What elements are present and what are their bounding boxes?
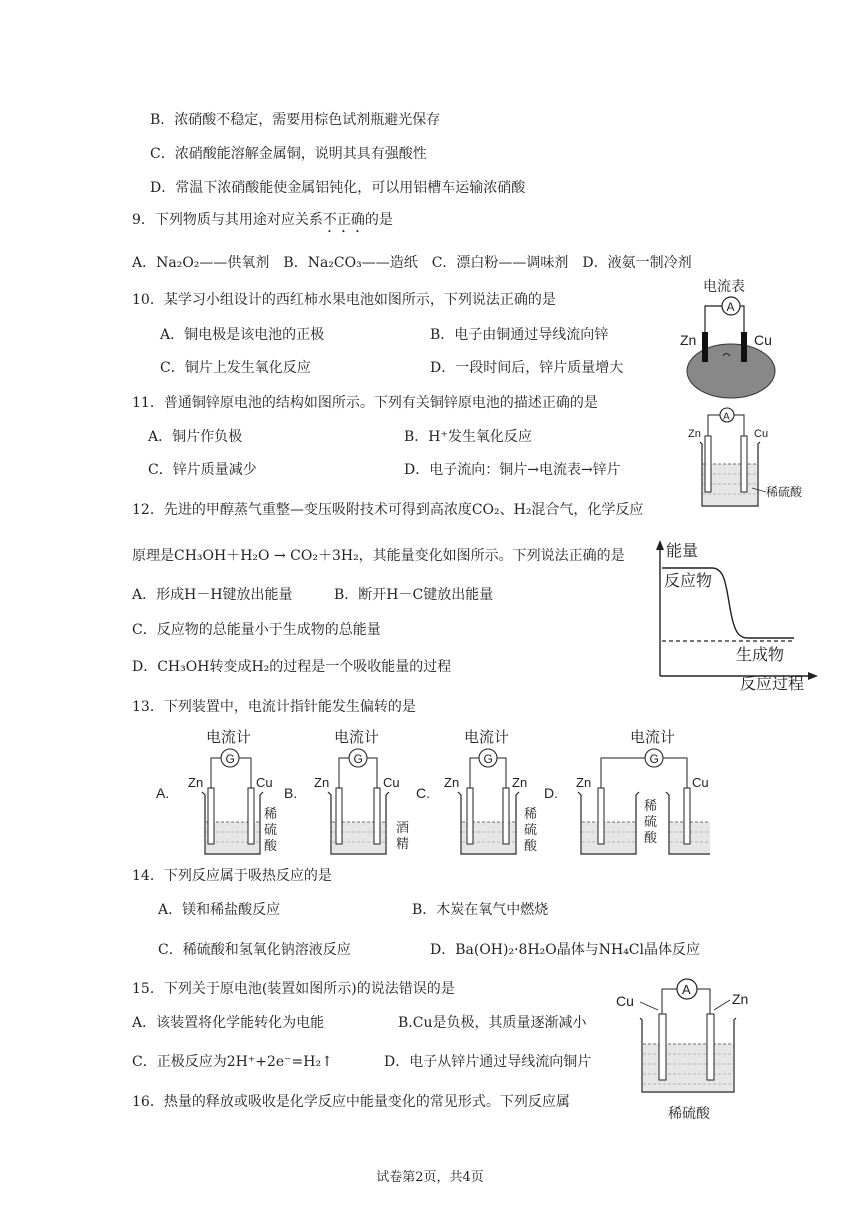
q10-stem: 10．某学习小组设计的西红柿水果电池如图所示，下列说法正确的是 — [132, 292, 556, 308]
svg-text:Cu: Cu — [383, 775, 400, 790]
cu-electrode — [741, 332, 747, 362]
svg-text:Zn: Zn — [576, 775, 592, 790]
q14-option-a: A．镁和稀盐酸反应 — [158, 902, 281, 918]
svg-text:酸: 酸 — [524, 838, 538, 853]
q12-option-b: B．断开H－C键放出能量 — [334, 587, 494, 603]
svg-text:Zn: Zn — [314, 775, 330, 790]
q12-option-a: A．形成H－H键放出能量 — [132, 587, 293, 603]
q12-stem-line2: 原理是CH₃OH＋H₂O → CO₂＋3H₂，其能量变化如图所示。下列说法正确的是 — [132, 548, 625, 564]
cu-label: Cu — [754, 428, 769, 440]
q10-option-c: C．铜片上发生氧化反应 — [160, 360, 311, 376]
svg-text:稀: 稀 — [524, 806, 538, 821]
q8-option-b: B．浓硝酸不稳定，需要用棕色试剂瓶避光保存 — [150, 112, 441, 128]
q9-stem-b: 的是 — [364, 212, 393, 228]
q12-option-c: C．反应物的总能量小于生成物的总能量 — [132, 622, 381, 638]
zn-label: Zn — [732, 991, 749, 1007]
q14-option-d: D．Ba(OH)₂·8H₂O晶体与NH₄Cl晶体反应 — [430, 942, 700, 958]
ammeter-symbol: A — [682, 982, 691, 997]
letter-a: A. — [156, 785, 170, 801]
svg-text:酸: 酸 — [644, 830, 658, 845]
q11-stem: 11．普通铜锌原电池的结构如图所示。下列有关铜锌原电池的描述正确的是 — [132, 395, 598, 411]
q14-stem: 14．下列反应属于吸热反应的是 — [132, 868, 332, 884]
svg-text:电流计: 电流计 — [630, 729, 676, 746]
q15-stem: 15．下列关于原电池(装置如图所示)的说法错误的是 — [132, 981, 455, 997]
ammeter-title: 电流表 — [703, 278, 745, 294]
q9-stem — [132, 210, 393, 236]
apparatus-a — [156, 728, 278, 854]
svg-text:硫: 硫 — [264, 822, 278, 837]
q9-options: A．Na₂O₂——供氧剂 B．Na₂CO₃——造纸 C．漂白粉——调味剂 D．液氨一制冷剂 — [132, 255, 692, 271]
q13-stem: 13．下列装置中，电流计指针能发生偏转的是 — [132, 699, 416, 715]
q11-option-c: C．锌片质量减少 — [148, 462, 257, 478]
product-label: 生成物 — [736, 647, 785, 664]
meter-title-a: 电流计 — [206, 729, 252, 746]
page-footer: 试卷第2页，共4页 — [376, 1170, 484, 1185]
svg-text:Zn: Zn — [188, 775, 204, 790]
fruit-battery-figure — [676, 276, 786, 400]
apparatus-d — [544, 728, 710, 854]
q14-option-c: C．稀硫酸和氢氧化钠溶液反应 — [158, 942, 351, 958]
q15-option-a: A．该装置将化学能转化为电能 — [132, 1015, 325, 1031]
ammeter-symbol: A — [726, 300, 735, 314]
zn-label: Zn — [688, 428, 701, 440]
cu-zn-cell-figure — [682, 402, 812, 512]
svg-text:硫: 硫 — [644, 814, 658, 829]
q10-option-b: B．电子由铜通过导线流向锌 — [430, 327, 609, 343]
svg-text:G: G — [353, 752, 363, 766]
galvanometer-apparatus-figure — [150, 722, 710, 862]
q11-option-b: B．H⁺发生氧化反应 — [404, 429, 532, 445]
svg-text:Zn: Zn — [512, 775, 528, 790]
q15-option-d: D．电子从锌片通过导线流向铜片 — [384, 1054, 592, 1070]
svg-text:酒: 酒 — [396, 820, 410, 835]
svg-text:稀: 稀 — [644, 798, 658, 813]
svg-text:稀: 稀 — [264, 806, 278, 821]
acid-label: 稀硫酸 — [668, 1105, 710, 1121]
svg-text:Zn: Zn — [444, 775, 460, 790]
letter-c: C. — [416, 785, 430, 801]
apparatus-b — [284, 728, 409, 854]
letter-b: B. — [284, 785, 298, 801]
zn-label: Zn — [680, 332, 697, 348]
q11-option-a: A．铜片作负极 — [148, 429, 243, 445]
q14-option-b: B．木炭在氧气中燃烧 — [412, 902, 549, 918]
cu-label: Cu — [754, 332, 772, 348]
svg-text:Cu: Cu — [256, 775, 273, 790]
ammeter-symbol: A — [723, 411, 730, 423]
axis-x-label: 反应过程 — [740, 676, 805, 693]
cu-label: Cu — [616, 993, 634, 1009]
reactant-label: 反应物 — [664, 573, 713, 590]
svg-text:电流计: 电流计 — [464, 729, 510, 746]
q10-option-a: A．铜电极是该电池的正极 — [160, 327, 325, 343]
q10-option-d: D．一段时间后，锌片质量增大 — [430, 360, 624, 376]
q9-stem-emphasis: 不正确 — [322, 212, 365, 228]
q8-option-c: C．浓硝酸能溶解金属铜，说明其具有强酸性 — [150, 146, 427, 162]
svg-text:Cu: Cu — [692, 775, 709, 790]
apparatus-c — [416, 728, 538, 854]
axis-y-label: 能量 — [666, 543, 699, 560]
cu-zn-battery-figure — [612, 972, 782, 1128]
energy-diagram-figure — [650, 536, 820, 696]
svg-text:G: G — [649, 752, 659, 766]
svg-text:G: G — [225, 752, 235, 766]
q15-option-c: C．正极反应为2H⁺+2e⁻=H₂↑ — [132, 1054, 333, 1070]
svg-text:精: 精 — [396, 836, 410, 851]
q9-stem-a: 9．下列物质与其用途对应关系 — [132, 212, 323, 228]
q15-option-b: B.Cu是负极，其质量逐渐减小 — [398, 1015, 587, 1031]
svg-text:电流计: 电流计 — [334, 729, 380, 746]
q16-stem: 16．热量的释放或吸收是化学反应中能量变化的常见形式。下列反应属 — [132, 1094, 570, 1110]
q12-option-d: D．CH₃OH转变成H₂的过程是一个吸收能量的过程 — [132, 659, 452, 675]
q8-option-d: D．常温下浓硝酸能使金属铝钝化，可以用铝槽车运输浓硝酸 — [150, 180, 526, 196]
svg-text:硫: 硫 — [524, 822, 538, 837]
tomato-icon — [687, 344, 775, 398]
q11-option-d: D．电子流向：铜片→电流表→锌片 — [404, 462, 621, 478]
acid-label: 稀硫酸 — [766, 485, 803, 499]
q12-stem-line1: 12．先进的甲醇蒸气重整—变压吸附技术可得到高浓度CO₂、H₂混合气，化学反应 — [132, 502, 644, 518]
svg-text:G: G — [483, 752, 493, 766]
svg-text:酸: 酸 — [264, 838, 278, 853]
letter-d: D. — [544, 785, 558, 801]
zn-electrode — [702, 332, 708, 362]
